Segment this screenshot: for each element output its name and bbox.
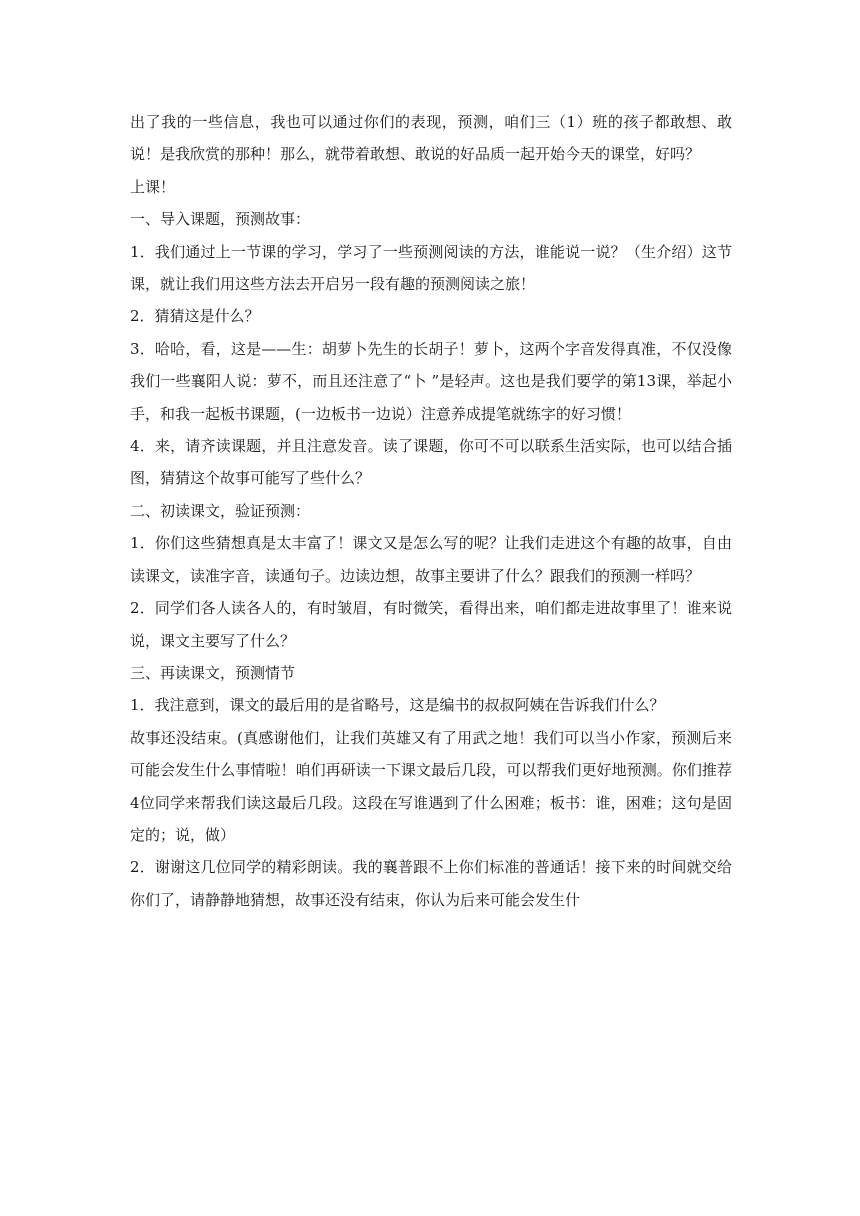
section-heading: 一、导入课题，预测故事： [130,210,311,229]
paragraph: 4．来，请齐读课题，并且注意发音。读了课题，你可不可以联系生活实际，也可以结合插图，猜猜这个故事可能写了些什么？ [130,437,732,488]
paragraph: 2．谢谢这几位同学的精彩朗读。我的襄普跟不上你们标准的普通话！接下来的时间就交给你们了，请静静地猜想，故事还没有结束，你认为后来可能会发生什 [130,858,732,909]
paragraph: 1．我注意到，课文的最后用的是省略号，这是编书的叔叔阿姨在告诉我们什么？ [130,696,665,715]
section-heading: 三、再读课文，预测情节 [130,663,296,682]
paragraph: 2．猜猜这是什么？ [130,307,260,326]
paragraph: 2．同学们各人读各人的，有时皱眉，有时微笑，看得出来，咱们都走进故事里了！谁来说说，课文主要写了什么？ [130,599,732,650]
paragraph: 出了我的一些信息，我也可以通过你们的表现，预测，咱们三（1）班的孩子都敢想、敢说！是我欣赏的那种！那么，就带着敢想、敢说的好品质一起开始今天的课堂，好吗？ [130,113,732,164]
paragraph: 1．你们这些猜想真是太丰富了！课文又是怎么写的呢？让我们走进这个有趣的故事，自由读课文，读准字音，读通句子。边读边想，故事主要讲了什么？跟我们的预测一样吗？ [130,534,732,585]
document-body [130,106,732,916]
paragraph: 1．我们通过上一节课的学习，学习了一些预测阅读的方法，谁能说一说？（生介绍）这节课，就让我们用这些方法去开启另一段有趣的预测阅读之旅！ [130,242,732,294]
paragraph: 上课！ [130,177,176,196]
paragraph: 故事还没结束。(真感谢他们，让我们英雄又有了用武之地！我们可以当小作家，预测后来可能会发生什么事情啦！咱们再研读一下课文最后几段，可以帮我们更好地预测。你们推荐4位同学来帮我们读这最后几段。这段在写谁遇到了什么困难；板书：谁，困难；这句是固定的；说，做） [130,728,732,844]
paragraph: 3．哈哈，看，这是——生：胡萝卜先生的长胡子！萝卜，这两个字音发得真准，不仅没像我们一些襄阳人说：萝不，而且还注意了“卜 ”是轻声。这也是我们要学的第13课，举起小手，和我一起板书课题，(一边板书一边说）注意养成提笔就练字的好习惯！ [130,339,732,423]
section-heading: 二、初读课文，验证预测： [130,501,311,520]
